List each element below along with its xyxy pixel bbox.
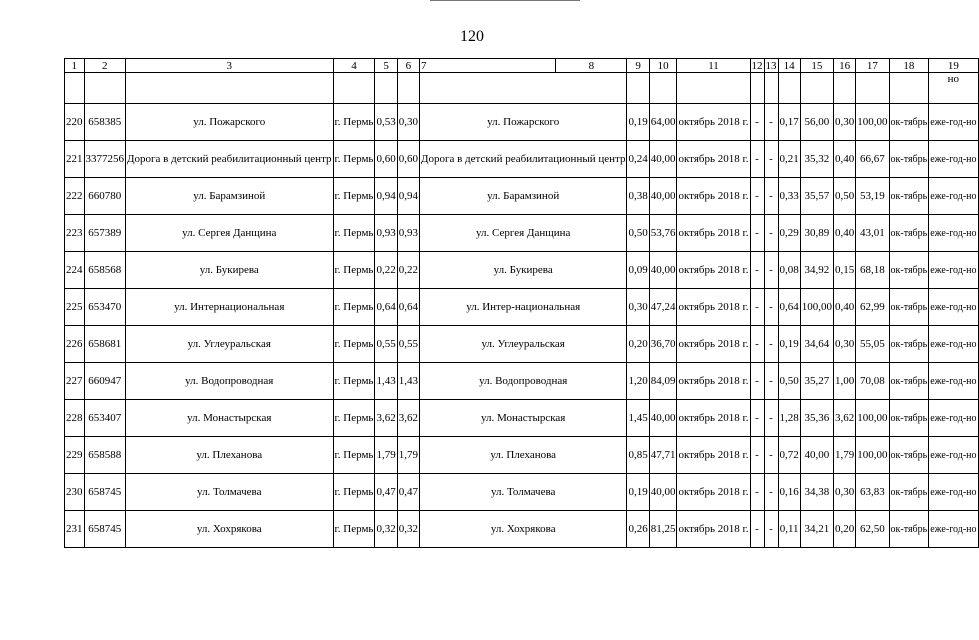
column-header: 2 [84,59,126,73]
cell-c4: г. Пермь [333,363,375,400]
header-row [65,59,979,73]
cell-c3: ул. Пожарского [126,104,334,141]
cell-c9: 0,20 [627,326,649,363]
cell-c16: 0,20 [834,511,856,548]
cell-c14: 0,19 [778,326,800,363]
cell-c19: еже-год-но [929,363,978,400]
cell-c2: 653470 [84,289,126,326]
column-header: 9 [627,59,649,73]
cell-c3: ул. Интернациональная [126,289,334,326]
cell-c6: 0,32 [397,511,419,548]
cell-c5: 0,55 [375,326,397,363]
continuation-cell [834,73,856,104]
cell-c5: 3,62 [375,400,397,437]
cell-c16: 1,79 [834,437,856,474]
table-row [65,326,979,363]
cell-c12: - [750,178,764,215]
cell-c16: 1,00 [834,363,856,400]
cell-c3: ул. Толмачева [126,474,334,511]
cell-c16: 0,40 [834,289,856,326]
cell-c10: 47,24 [649,289,677,326]
cell-c17: 53,19 [856,178,889,215]
cell-c6: 0,64 [397,289,419,326]
cell-c17: 68,18 [856,252,889,289]
cell-c7: ул. Пожарского [419,104,627,141]
cell-c5: 0,94 [375,178,397,215]
cell-c11: октябрь 2018 г. [677,104,750,141]
cell-c15: 56,00 [800,104,833,141]
cell-c6: 0,93 [397,215,419,252]
continuation-cell [419,73,627,104]
cell-c10: 64,00 [649,104,677,141]
cell-c10: 47,71 [649,437,677,474]
cell-c15: 35,57 [800,178,833,215]
cell-c14: 0,17 [778,104,800,141]
cell-c18: ок-тябрь [889,215,929,252]
column-header: 11 [677,59,750,73]
cell-c4: г. Пермь [333,289,375,326]
cell-c15: 34,92 [800,252,833,289]
column-header: 12 [751,59,763,72]
cell-c3: ул. Плеханова [126,437,334,474]
cell-c18: ок-тябрь [889,474,929,511]
cell-c6: 0,22 [397,252,419,289]
cell-c1: 229 [65,437,85,474]
cell-c3: ул. Хохрякова [126,511,334,548]
cell-c15: 40,00 [800,437,833,474]
cell-c12: - [750,363,764,400]
column-header: 5 [375,59,397,73]
cell-c6: 1,43 [397,363,419,400]
continuation-cell [627,73,649,104]
column-header: 14 [778,59,800,73]
cell-c10: 40,00 [649,178,677,215]
cell-c2: 660780 [84,178,126,215]
cell-c17: 62,99 [856,289,889,326]
table-row [65,400,979,437]
continuation-row [65,73,979,104]
cell-c9: 0,26 [627,511,649,548]
cell-c1: 221 [65,141,85,178]
cell-c17: 70,08 [856,363,889,400]
table-row [65,215,979,252]
cell-c16: 3,62 [834,400,856,437]
column-header: 7 [419,59,555,73]
column-header: 17 [856,59,889,73]
cell-c9: 0,19 [627,104,649,141]
cell-c19: еже-год-но [929,215,978,252]
cell-c13: - [764,289,778,326]
cell-c13: - [764,474,778,511]
cell-c6: 0,47 [397,474,419,511]
cell-c18: ок-тябрь [889,104,929,141]
cell-c11: октябрь 2018 г. [677,437,750,474]
continuation-cell [84,73,126,104]
cell-c1: 220 [65,104,85,141]
cell-c17: 100,00 [856,437,889,474]
cell-c12: - [750,252,764,289]
cell-c3: ул. Сергея Данщина [126,215,334,252]
cell-c13: - [764,437,778,474]
column-header: 13 [765,59,777,72]
continuation-cell [333,73,375,104]
cell-c15: 35,32 [800,141,833,178]
cell-c2: 660947 [84,363,126,400]
cell-c3: ул. Барамзиной [126,178,334,215]
cell-c9: 0,85 [627,437,649,474]
cell-c11: октябрь 2018 г. [677,178,750,215]
cell-c19: еже-год-но [929,474,978,511]
cell-c12: - [750,141,764,178]
cell-c13: - [764,104,778,141]
top-rule [430,0,580,1]
cell-c11: октябрь 2018 г. [677,326,750,363]
cell-c19: еже-год-но [929,178,978,215]
cell-c16: 0,40 [834,215,856,252]
column-header: 19 [929,59,978,73]
cell-c19: еже-год-но [929,326,978,363]
cell-c15: 34,21 [800,511,833,548]
cell-c15: 35,27 [800,363,833,400]
cell-c6: 1,79 [397,437,419,474]
cell-c17: 62,50 [856,511,889,548]
cell-c7: ул. Толмачева [419,474,627,511]
cell-c11: октябрь 2018 г. [677,474,750,511]
cell-c14: 0,33 [778,178,800,215]
cell-c6: 3,62 [397,400,419,437]
cell-c10: 81,25 [649,511,677,548]
cell-c12: - [750,104,764,141]
cell-c11: октябрь 2018 г. [677,363,750,400]
cell-c2: 658745 [84,511,126,548]
cell-c9: 1,20 [627,363,649,400]
cell-c5: 1,43 [375,363,397,400]
column-header: 1 [65,59,85,73]
column-header: 18 [889,59,929,73]
cell-c13: - [764,215,778,252]
cell-c7: ул. Плеханова [419,437,627,474]
cell-c14: 0,21 [778,141,800,178]
cell-c16: 0,30 [834,104,856,141]
cell-c18: ок-тябрь [889,326,929,363]
continuation-cell [649,73,677,104]
cell-c2: 658568 [84,252,126,289]
cell-c12: - [750,326,764,363]
cell-c17: 100,00 [856,104,889,141]
cell-c1: 227 [65,363,85,400]
cell-c18: ок-тябрь [889,289,929,326]
continuation-cell [764,73,778,104]
cell-c12: - [750,215,764,252]
cell-c17: 55,05 [856,326,889,363]
cell-c19: еже-год-но [929,252,978,289]
cell-c14: 1,28 [778,400,800,437]
cell-c5: 0,32 [375,511,397,548]
column-header: 16 [834,59,856,73]
cell-c7: ул. Интер-национальная [419,289,627,326]
column-header: 8 [556,59,627,73]
cell-c15: 100,00 [800,289,833,326]
cell-c19: еже-год-но [929,104,978,141]
cell-c12: - [750,511,764,548]
cell-c14: 0,29 [778,215,800,252]
cell-c7: ул. Хохрякова [419,511,627,548]
continuation-cell [889,73,929,104]
cell-c10: 40,00 [649,400,677,437]
cell-c5: 0,64 [375,289,397,326]
cell-c10: 36,70 [649,326,677,363]
cell-c19: еже-год-но [929,141,978,178]
cell-c11: октябрь 2018 г. [677,289,750,326]
cell-c7: ул. Углеуральская [419,326,627,363]
cell-c13: - [764,363,778,400]
cell-c16: 0,15 [834,252,856,289]
cell-c16: 0,40 [834,141,856,178]
roads-table [64,58,979,548]
table-row [65,363,979,400]
cell-c3: ул. Водопроводная [126,363,334,400]
cell-c6: 0,60 [397,141,419,178]
cell-c12: - [750,289,764,326]
cell-c11: октябрь 2018 г. [677,215,750,252]
cell-c4: г. Пермь [333,511,375,548]
cell-c1: 226 [65,326,85,363]
cell-c7: Дорога в детский реабилитационный центр [419,141,627,178]
cell-c15: 34,64 [800,326,833,363]
cell-c4: г. Пермь [333,215,375,252]
continuation-cell [126,73,334,104]
cell-c16: 0,50 [834,178,856,215]
cell-c17: 63,83 [856,474,889,511]
cell-c12: - [750,400,764,437]
table-row [65,511,979,548]
cell-c14: 0,08 [778,252,800,289]
cell-c4: г. Пермь [333,104,375,141]
cell-c19: еже-год-но [929,289,978,326]
cell-c9: 0,50 [627,215,649,252]
cell-c11: октябрь 2018 г. [677,400,750,437]
cell-c17: 43,01 [856,215,889,252]
cell-c5: 0,93 [375,215,397,252]
cell-c13: - [764,326,778,363]
cell-c15: 30,89 [800,215,833,252]
cell-c7: ул. Букирева [419,252,627,289]
cell-c1: 223 [65,215,85,252]
cell-c17: 100,00 [856,400,889,437]
cell-c12: - [750,474,764,511]
cell-c14: 0,11 [778,511,800,548]
cell-c1: 231 [65,511,85,548]
cell-c10: 40,00 [649,141,677,178]
continuation-cell [856,73,889,104]
cell-c15: 34,38 [800,474,833,511]
cell-c13: - [764,141,778,178]
cell-c16: 0,30 [834,474,856,511]
cell-c1: 224 [65,252,85,289]
cell-c1: 222 [65,178,85,215]
cell-c4: г. Пермь [333,141,375,178]
cell-c6: 0,30 [397,104,419,141]
cell-c19: еже-год-но [929,400,978,437]
cell-c2: 658588 [84,437,126,474]
column-header: 3 [126,59,334,73]
cell-c2: 658385 [84,104,126,141]
cell-c11: октябрь 2018 г. [677,141,750,178]
cell-c13: - [764,511,778,548]
cell-c2: 653407 [84,400,126,437]
cell-c7: ул. Барамзиной [419,178,627,215]
table-row [65,178,979,215]
cell-c5: 0,47 [375,474,397,511]
cell-c3: Дорога в детский реабилитационный центр [126,141,334,178]
table-row [65,252,979,289]
cell-c10: 53,76 [649,215,677,252]
cell-c11: октябрь 2018 г. [677,511,750,548]
cell-c3: ул. Углеуральская [126,326,334,363]
cell-c7: ул. Сергея Данщина [419,215,627,252]
continuation-cell [778,73,800,104]
continuation-cell [800,73,833,104]
cell-c4: г. Пермь [333,437,375,474]
cell-c18: ок-тябрь [889,400,929,437]
cell-c15: 35,36 [800,400,833,437]
column-header: 15 [800,59,833,73]
cell-c4: г. Пермь [333,400,375,437]
cell-c17: 66,67 [856,141,889,178]
column-header: 4 [333,59,375,73]
cell-c13: - [764,178,778,215]
table-row [65,474,979,511]
cell-c9: 0,19 [627,474,649,511]
page-number: 120 [460,28,484,45]
cell-c7: ул. Водопроводная [419,363,627,400]
cell-c9: 0,38 [627,178,649,215]
table-row [65,289,979,326]
table-row [65,141,979,178]
table-body [65,59,979,548]
cell-c18: ок-тябрь [889,437,929,474]
cell-c4: г. Пермь [333,474,375,511]
cell-c5: 0,60 [375,141,397,178]
cell-c18: ок-тябрь [889,252,929,289]
cell-c2: 658745 [84,474,126,511]
cell-c3: ул. Монастырская [126,400,334,437]
cell-c9: 1,45 [627,400,649,437]
cell-c4: г. Пермь [333,326,375,363]
cell-c10: 84,09 [649,363,677,400]
cell-c3: ул. Букирева [126,252,334,289]
cell-c14: 0,16 [778,474,800,511]
column-header: 6 [397,59,419,73]
continuation-cell [65,73,85,104]
cell-c6: 0,94 [397,178,419,215]
cell-c11: октябрь 2018 г. [677,252,750,289]
cell-c5: 1,79 [375,437,397,474]
cell-c18: ок-тябрь [889,178,929,215]
continuation-cell: но [929,73,978,104]
continuation-cell [677,73,750,104]
cell-c19: еже-год-но [929,437,978,474]
continuation-cell [750,73,764,104]
cell-c13: - [764,400,778,437]
cell-c7: ул. Монастырская [419,400,627,437]
cell-c6: 0,55 [397,326,419,363]
cell-c18: ок-тябрь [889,141,929,178]
cell-c13: - [764,252,778,289]
cell-c18: ок-тябрь [889,511,929,548]
cell-c18: ок-тябрь [889,363,929,400]
cell-c10: 40,00 [649,252,677,289]
cell-c1: 228 [65,400,85,437]
cell-c12: - [750,437,764,474]
cell-c9: 0,24 [627,141,649,178]
cell-c1: 230 [65,474,85,511]
cell-c10: 40,00 [649,474,677,511]
column-header: 10 [649,59,677,73]
cell-c5: 0,53 [375,104,397,141]
cell-c2: 3377256 [84,141,126,178]
table-row [65,437,979,474]
cell-c9: 0,30 [627,289,649,326]
cell-c2: 658681 [84,326,126,363]
cell-c1: 225 [65,289,85,326]
cell-c2: 657389 [84,215,126,252]
cell-c16: 0,30 [834,326,856,363]
continuation-cell [397,73,419,104]
cell-c14: 0,64 [778,289,800,326]
cell-c4: г. Пермь [333,252,375,289]
cell-c14: 0,72 [778,437,800,474]
cell-c4: г. Пермь [333,178,375,215]
cell-c19: еже-год-но [929,511,978,548]
continuation-cell [375,73,397,104]
table-row [65,104,979,141]
cell-c5: 0,22 [375,252,397,289]
cell-c9: 0,09 [627,252,649,289]
cell-c14: 0,50 [778,363,800,400]
